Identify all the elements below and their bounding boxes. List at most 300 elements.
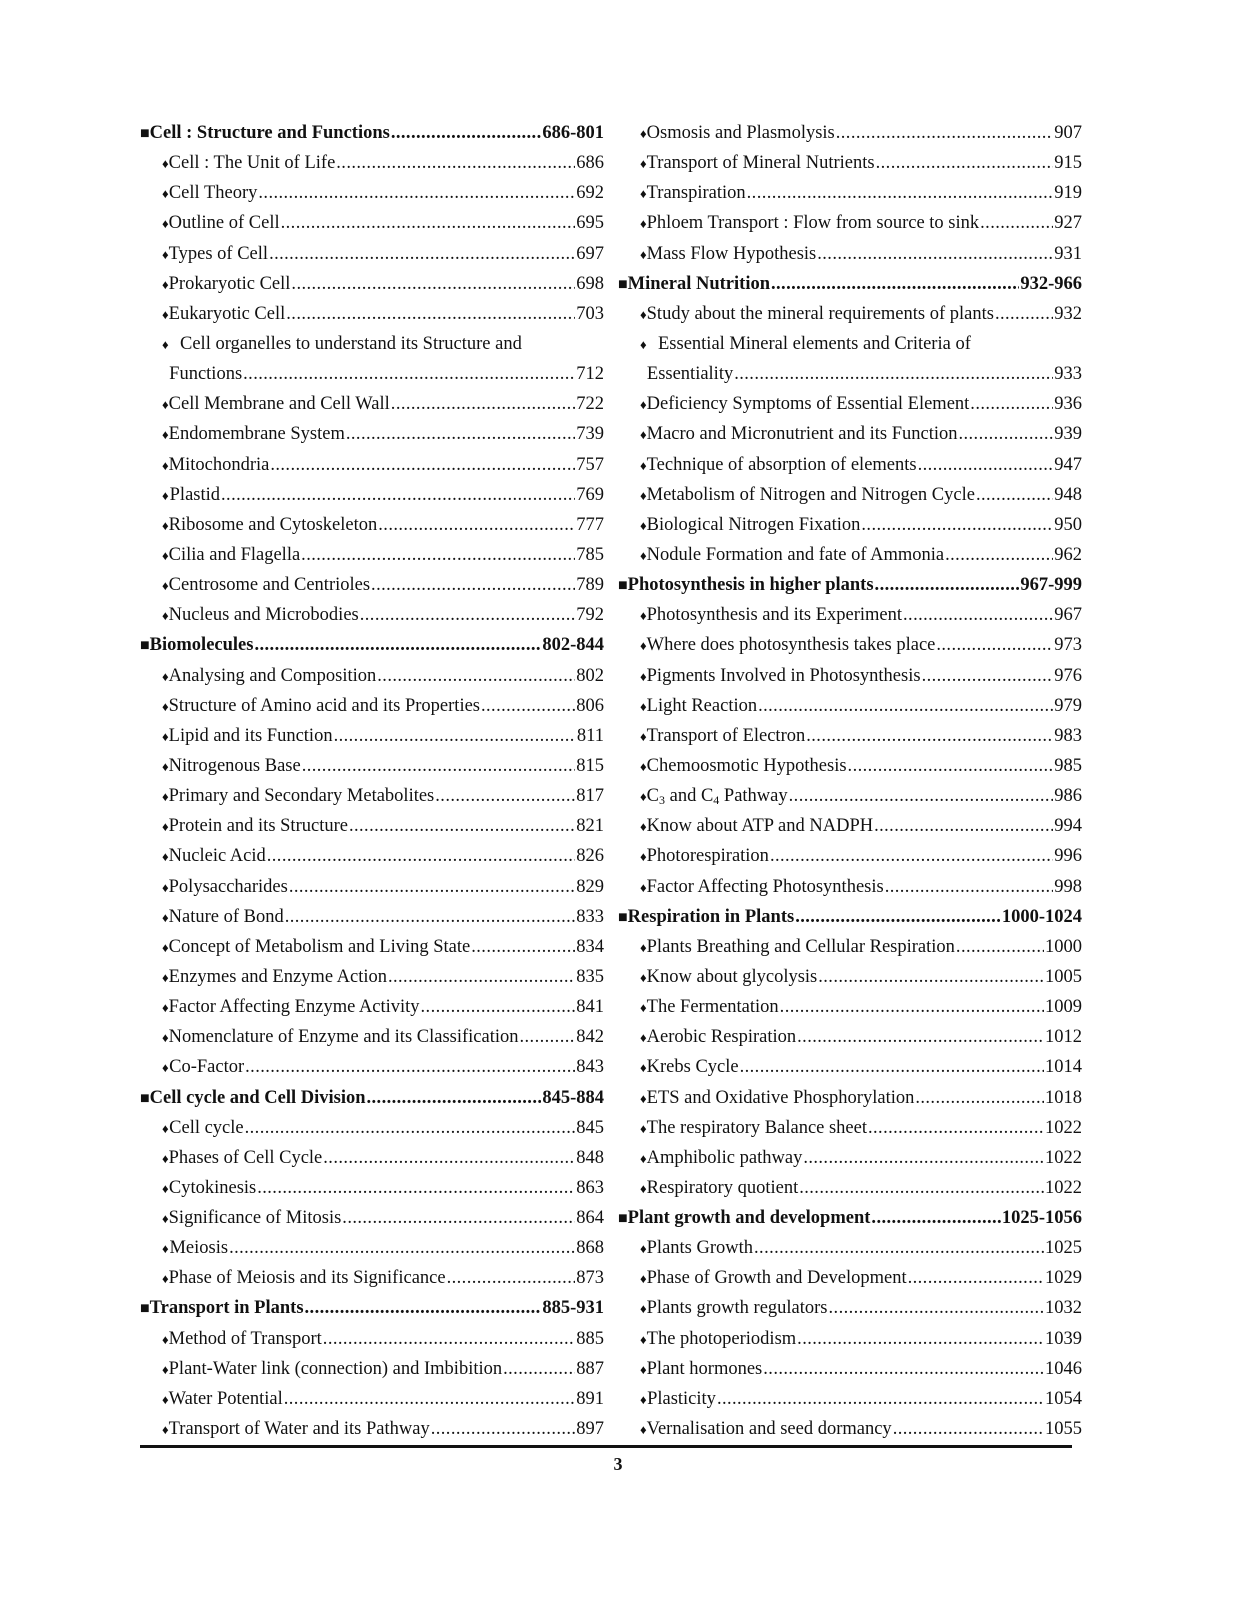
diamond-bullet-icon: ♦ [162,1422,169,1438]
toc-page-number: 868 [576,1238,604,1259]
diamond-bullet-icon: ♦ [640,517,647,533]
toc-entry-label: Respiration in Plants [627,906,795,927]
toc-page-number: 843 [576,1057,604,1078]
toc-entry [618,691,1082,721]
toc-page-number: 948 [1054,484,1082,505]
diamond-bullet-icon: ♦ [640,728,647,744]
dot-leader [868,1113,1044,1143]
dot-leader [291,269,575,299]
toc-page-number: 983 [1054,725,1082,746]
toc-entry-label: Endomembrane System [168,424,345,445]
square-bullet-icon: ■ [618,577,628,595]
toc-entry-label: Plasticity [647,1388,716,1409]
toc-page-number: 1054 [1045,1388,1082,1409]
toc-page-number: 933 [1054,364,1082,385]
toc-entry [618,208,1082,238]
toc-entry [140,299,604,329]
toc-page-number: 777 [576,514,604,535]
dot-leader [388,962,575,992]
toc-entry [140,1414,604,1444]
dot-leader [323,1324,575,1354]
toc-page-number: 1032 [1045,1298,1082,1319]
toc-entry-label: Plants Breathing and Cellular Respiration [646,936,955,957]
diamond-bullet-icon: ♦ [162,487,169,503]
diamond-bullet-icon: ♦ [640,156,647,172]
dot-leader [893,1414,1044,1444]
diamond-bullet-icon: ♦ [640,939,647,955]
dot-leader [799,1173,1044,1203]
toc-entry [618,389,1082,419]
diamond-bullet-icon: ♦ [162,186,169,202]
dot-leader [918,450,1054,480]
toc-entry-label: The photoperiodism [646,1328,797,1349]
toc-entry [618,630,1082,660]
toc-entry [618,359,1082,389]
toc-entry-label: Biomolecules [149,635,254,656]
toc-entry [618,1052,1082,1082]
toc-entry-label: Phases of Cell Cycle [168,1147,323,1168]
toc-section-heading [618,269,1082,299]
toc-section-heading [618,570,1082,600]
diamond-bullet-icon: ♦ [162,457,169,473]
toc-page-number: 998 [1054,876,1082,897]
dot-leader [936,630,1053,660]
toc-page-number: 1000-1024 [1001,906,1082,927]
diamond-bullet-icon: ♦ [162,276,169,292]
dot-leader [431,1414,576,1444]
toc-page-number: 1000 [1045,936,1082,957]
dot-leader [780,992,1044,1022]
toc-page-number: 979 [1054,695,1082,716]
toc-entry-label: Outline of Cell [168,213,280,234]
toc-page-number: 950 [1054,514,1082,535]
toc-entry [618,1293,1082,1323]
dot-leader [367,1083,542,1113]
dot-leader [342,1203,575,1233]
toc-page-number: 815 [576,755,604,776]
diamond-bullet-icon: ♦ [640,969,647,985]
diamond-bullet-icon: ♦ [640,1391,647,1407]
toc-entry-label: Plant hormones [646,1358,763,1379]
diamond-bullet-icon: ♦ [162,969,169,985]
toc-page-number: 1022 [1045,1177,1082,1198]
toc-page-number: 811 [576,725,604,746]
toc-page-number: 973 [1054,635,1082,656]
dot-leader [336,148,575,178]
toc-entry [618,1083,1082,1113]
toc-entry [618,811,1082,841]
toc-entry-label: Essential Mineral elements and Criteria of [658,333,971,354]
toc-page-number: 1025 [1045,1238,1082,1259]
toc-page-number: 985 [1054,755,1082,776]
dot-leader [958,419,1053,449]
bottom-rule [140,1445,1072,1448]
toc-page-number: 817 [576,786,604,807]
toc-entry-label: Primary and Secondary Metabolites [168,786,435,807]
diamond-bullet-icon: ♦ [162,1391,169,1407]
diamond-bullet-icon: ♦ [162,156,169,172]
toc-entry-label: Functions [169,364,243,385]
dot-leader [371,570,575,600]
toc-entry-label: Cell : The Unit of Life [168,153,336,174]
toc-entry-label: Mitochondria [168,454,270,475]
toc-page-number: 834 [576,936,604,957]
dot-leader [747,178,1054,208]
toc-entry-label: Nitrogenous Base [168,755,301,776]
diamond-bullet-icon: ♦ [640,487,647,503]
toc-entry [140,1354,604,1384]
diamond-bullet-icon: ♦ [162,1331,169,1347]
toc-entry [140,148,604,178]
dot-leader [257,1173,575,1203]
dot-leader [922,661,1054,691]
toc-section-heading [140,630,604,660]
toc-page-number: 932 [1054,303,1082,324]
toc-entry-label: Pigments Involved in Photosynthesis [646,665,921,686]
toc-page-number: 931 [1054,243,1082,264]
diamond-bullet-icon: ♦ [640,216,647,232]
diamond-bullet-icon: ♦ [162,608,169,624]
toc-page-number: 932-966 [1020,273,1082,294]
toc-entry-label: Factor Affecting Photosynthesis [646,876,884,897]
dot-leader [876,148,1054,178]
diamond-bullet-icon: ♦ [640,1301,647,1317]
toc-page-number: 927 [1054,213,1082,234]
toc-entry [140,721,604,751]
toc-entry-label: Aerobic Respiration [646,1027,797,1048]
toc-entry-label: Photorespiration [646,846,769,867]
toc-page-number: 802-844 [542,635,604,656]
toc-entry [618,510,1082,540]
dot-leader [806,721,1053,751]
toc-page-number: 967 [1054,605,1082,626]
dot-leader [254,630,541,660]
toc-entry [140,902,604,932]
dot-leader [976,480,1053,510]
toc-page-number: 802 [576,665,604,686]
toc-entry-label: Photosynthesis and its Experiment [646,605,903,626]
dot-leader [281,208,576,238]
toc-entry-label: Essentiality [646,364,734,385]
toc-page-number: 1029 [1045,1268,1082,1289]
diamond-bullet-icon: ♦ [162,306,169,322]
toc-entry-label: Transport of Electron [646,725,806,746]
toc-entry-label: Know about ATP and NADPH [646,816,874,837]
toc-entry [618,1233,1082,1263]
diamond-bullet-icon: ♦ [162,1361,169,1377]
dot-leader [243,359,575,389]
toc-page-number: 833 [576,906,604,927]
dot-leader [995,299,1053,329]
dot-leader [258,178,575,208]
dot-leader [829,1293,1044,1323]
toc-page-number: 1022 [1045,1147,1082,1168]
dot-leader [817,239,1053,269]
toc-entry-label: Structure of Amino acid and its Properties [168,695,480,716]
toc-entry-label: Protein and its Structure [168,816,348,837]
toc-page-number: 697 [576,243,604,264]
toc-entry-label: Cilia and Flagella [168,544,301,565]
toc-entry-label: Mineral Nutrition [627,273,770,294]
toc-entry-label: Metabolism of Nitrogen and Nitrogen Cycle [646,484,975,505]
toc-entry [618,1414,1082,1444]
toc-page-number: 695 [576,213,604,234]
toc-entry-label: Concept of Metabolism and Living State [168,936,471,957]
toc-page-number: 1009 [1045,997,1082,1018]
diamond-bullet-icon: ♦ [162,1030,169,1046]
toc-entry-label: Cell cycle and Cell Division [149,1087,366,1108]
dot-leader [836,118,1054,148]
toc-entry-label: Chemoosmotic Hypothesis [646,755,847,776]
toc-entry-label: Factor Affecting Enzyme Activity [168,997,420,1018]
diamond-bullet-icon: ♦ [640,397,647,413]
diamond-bullet-icon: ♦ [640,698,647,714]
square-bullet-icon: ■ [140,1300,150,1318]
toc-entry [140,208,604,238]
dot-leader [789,781,1054,811]
toc-entry-label: Method of Transport [168,1328,322,1349]
toc-page-number: 845 [576,1117,604,1138]
square-bullet-icon: ■ [618,908,628,926]
toc-page-number: 1055 [1045,1419,1082,1440]
toc-entry-label: Nucleic Acid [168,846,266,867]
dot-leader [861,510,1053,540]
dot-leader [771,269,1019,299]
diamond-bullet-icon: ♦ [640,1180,647,1196]
toc-entry [140,1143,604,1173]
toc-entry [618,1324,1082,1354]
diamond-bullet-icon: ♦ [640,819,647,835]
toc-entry-label: Cell Membrane and Cell Wall [168,394,390,415]
toc-page-number: 947 [1054,454,1082,475]
toc-page-number: 686 [576,153,604,174]
toc-entry [140,480,604,510]
toc-entry-label: Phloem Transport : Flow from source to sink [646,213,980,234]
diamond-bullet-icon: ♦ [640,547,647,563]
toc-page-number: 703 [576,303,604,324]
dot-leader [763,1354,1044,1384]
toc-page-number: 915 [1054,153,1082,174]
toc-entry [140,419,604,449]
toc-page-number: 1005 [1045,966,1082,987]
toc-entry-label: Nature of Bond [168,906,284,927]
dot-leader [803,1143,1044,1173]
diamond-bullet-icon: ♦ [162,578,169,594]
diamond-bullet-icon: ♦ [640,1060,647,1076]
toc-entry [618,118,1082,148]
table-of-contents [140,118,1082,1444]
dot-leader [421,992,576,1022]
toc-page-number: 936 [1054,394,1082,415]
toc-left-column [140,118,610,1444]
toc-entry [618,450,1082,480]
diamond-bullet-icon: ♦ [162,879,169,895]
toc-entry [618,841,1082,871]
toc-page-number: 885-931 [542,1298,604,1319]
diamond-bullet-icon: ♦ [162,789,169,805]
toc-entry [618,992,1082,1022]
dot-leader [758,691,1053,721]
dot-leader [269,239,575,269]
toc-entry-label: Polysaccharides [168,876,288,897]
dot-leader [770,841,1053,871]
toc-page-number: 712 [576,364,604,385]
toc-entry [618,1384,1082,1414]
diamond-bullet-icon: ♦ [162,758,169,774]
dot-leader [875,570,1020,600]
toc-entry-label: Cell organelles to understand its Structure and [180,333,522,354]
toc-entry [140,450,604,480]
dot-leader [391,118,541,148]
diamond-bullet-icon: ♦ [162,336,169,352]
dot-leader [435,781,575,811]
toc-page-number: 1022 [1045,1117,1082,1138]
toc-entry-label: Phase of Growth and Development [646,1268,907,1289]
toc-entry [618,1263,1082,1293]
dot-leader [391,389,575,419]
toc-entry [140,1203,604,1233]
toc-page-number: 829 [576,876,604,897]
toc-entry-label: Prokaryotic Cell [168,273,291,294]
toc-entry-label: Plant growth and development [627,1208,871,1229]
dot-leader [795,902,1001,932]
toc-page-number: 1012 [1045,1027,1082,1048]
square-bullet-icon: ■ [140,637,150,655]
toc-page-number: 785 [576,544,604,565]
toc-entry [140,751,604,781]
diamond-bullet-icon: ♦ [640,126,647,141]
toc-entry [618,540,1082,570]
toc-entry [140,781,604,811]
square-bullet-icon: ■ [140,1089,150,1107]
toc-page-number: 686-801 [542,123,604,143]
toc-page-number: 845-884 [542,1087,604,1108]
toc-page-number: 1025-1056 [1001,1208,1082,1229]
toc-entry [618,299,1082,329]
toc-page-number: 826 [576,846,604,867]
dot-leader [377,661,575,691]
toc-page-number: 1039 [1045,1328,1082,1349]
diamond-bullet-icon: ♦ [162,517,169,533]
toc-entry [140,510,604,540]
toc-entry [140,239,604,269]
toc-entry [140,1384,604,1414]
diamond-bullet-icon: ♦ [162,1120,169,1136]
dot-leader [245,1052,575,1082]
toc-entry-label: Types of Cell [168,243,269,264]
diamond-bullet-icon: ♦ [640,1422,647,1438]
toc-entry-label: Plastid [169,484,221,505]
diamond-bullet-icon: ♦ [162,1180,169,1196]
toc-section-heading [618,1203,1082,1233]
dot-leader [848,751,1054,781]
diamond-bullet-icon: ♦ [162,939,169,955]
dot-leader [221,480,575,510]
diamond-bullet-icon: ♦ [162,849,169,865]
toc-section-heading [140,1293,604,1323]
toc-page-number: 962 [1054,544,1082,565]
toc-entry [140,1113,604,1143]
toc-page-number: 722 [576,394,604,415]
diamond-bullet-icon: ♦ [162,698,169,714]
diamond-bullet-icon: ♦ [640,758,647,774]
toc-entry-label: Lipid and its Function [168,725,333,746]
diamond-bullet-icon: ♦ [640,246,647,262]
toc-page-number: 821 [576,816,604,837]
dot-leader [797,1324,1044,1354]
toc-entry [140,389,604,419]
diamond-bullet-icon: ♦ [640,879,647,895]
toc-page-number: 907 [1054,123,1082,143]
dot-leader [270,450,575,480]
toc-entry-label: Enzymes and Enzyme Action [168,966,387,987]
toc-entry [618,178,1082,208]
dot-leader [346,419,575,449]
toc-entry-label: Know about glycolysis [646,966,818,987]
toc-entry-label: Osmosis and Plasmolysis [646,123,835,143]
diamond-bullet-icon: ♦ [640,1000,647,1016]
toc-page-number: 864 [576,1208,604,1229]
toc-entry-label: Where does photosynthesis takes place [646,635,936,656]
toc-entry-label: Mass Flow Hypothesis [646,243,817,264]
dot-leader [289,872,575,902]
dot-leader [284,1384,576,1414]
diamond-bullet-icon: ♦ [640,306,647,322]
toc-entry [140,329,604,359]
toc-entry [618,419,1082,449]
toc-entry-label: Photosynthesis in higher plants [627,575,874,596]
toc-page-number: 1046 [1045,1358,1082,1379]
toc-entry [140,872,604,902]
toc-entry [618,962,1082,992]
toc-entry [618,600,1082,630]
toc-page-number: 976 [1054,665,1082,686]
toc-page-number: 996 [1054,846,1082,867]
dot-leader [334,721,576,751]
diamond-bullet-icon: ♦ [640,608,647,624]
toc-entry-label: Transport in Plants [149,1298,304,1319]
square-bullet-icon: ■ [618,1210,628,1228]
toc-entry-label: Respiratory quotient [646,1177,799,1198]
toc-page-number: 891 [576,1388,604,1409]
dot-leader [286,299,575,329]
toc-entry-label: Cell : Structure and Functions [149,123,390,143]
dot-leader [447,1263,576,1293]
toc-entry [618,661,1082,691]
toc-entry [618,781,1082,811]
toc-entry [140,1324,604,1354]
diamond-bullet-icon: ♦ [162,1150,169,1166]
diamond-bullet-icon: ♦ [162,728,169,744]
dot-leader [285,902,576,932]
toc-entry-label: Cell cycle [169,1117,244,1138]
dot-leader [818,962,1044,992]
dot-leader [915,1083,1044,1113]
toc-entry-label: Nucleus and Microbodies [168,605,359,626]
toc-page-number: 967-999 [1020,575,1082,596]
toc-page-number: 919 [1054,183,1082,204]
toc-entry-label: Phase of Meiosis and its Significance [168,1268,446,1289]
dot-leader [945,540,1053,570]
toc-entry [140,178,604,208]
diamond-bullet-icon: ♦ [640,789,647,805]
toc-entry [140,269,604,299]
diamond-bullet-icon: ♦ [162,1211,169,1227]
toc-entry [618,1354,1082,1384]
dot-leader [267,841,576,871]
toc-page-number: 841 [576,997,604,1018]
toc-entry [140,841,604,871]
